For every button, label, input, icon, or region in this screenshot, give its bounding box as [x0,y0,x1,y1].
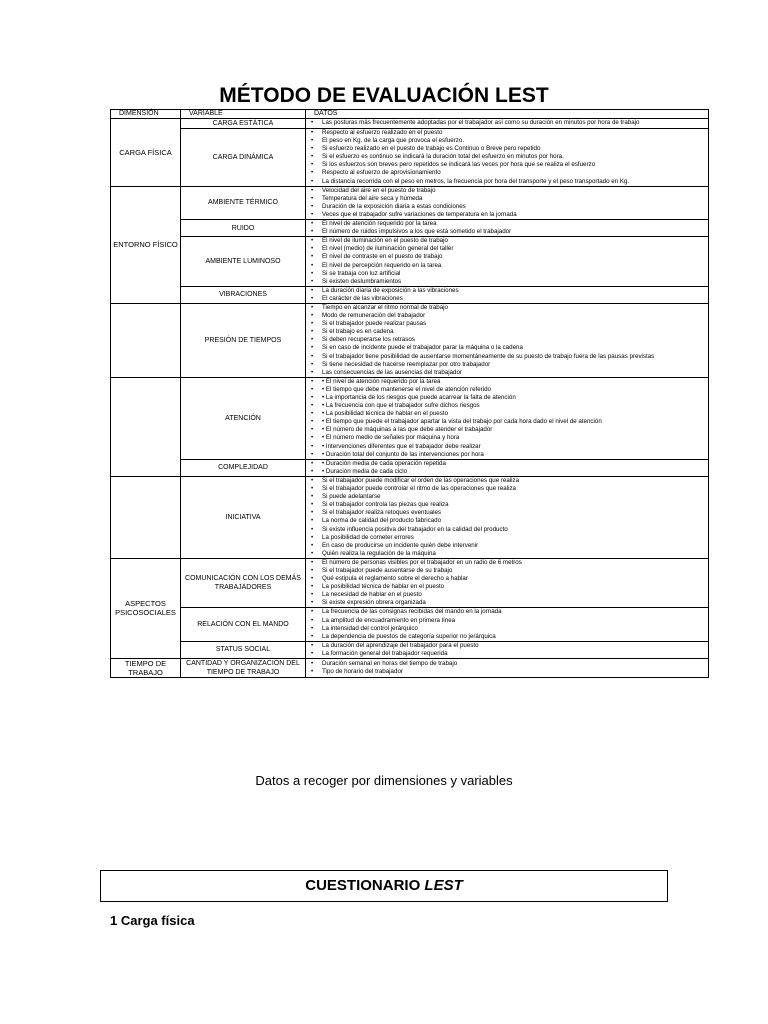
list-item: • Si el trabajador puede ausentarse de su trabajo [308,567,706,575]
datos-cell [306,476,709,558]
table-row [111,286,709,303]
table-row [111,220,709,237]
list-item: • Si se trabaja con luz artificial [308,270,706,278]
table-row [111,129,709,187]
datos-list [308,220,706,236]
questionnaire-title: CUESTIONARIO [305,877,425,894]
list-item: • Quién realiza la regulación de la máquina [308,550,706,558]
list-item: • Si el trabajador puede modificar el orden de las operaciones que realiza [308,477,706,485]
table-caption: Datos a recoger por dimensiones y variables [255,773,513,788]
list-item: • Si los esfuerzos son breves pero repetidos se indicará las veces por hora que se realiza el esfuerzo [308,161,706,169]
datos-cell [306,303,709,377]
list-item: • • El número medio de señales por máquina y hora [308,434,706,442]
datos-cell [306,459,709,476]
list-item: • • La frecuencia con que el trabajador sufre dichos riesgos [308,402,706,410]
dimension-cell [111,476,181,558]
datos-cell [306,129,709,187]
list-item: • La amplitud de encuadramiento en primera línea [308,617,706,625]
list-item: • Respecto al esfuerzo de aprovisionamiento [308,169,706,177]
variable-cell: AMBIENTE TÉRMICO [181,186,306,219]
dimension-cell: ENTORNO FÍSICO [111,186,181,303]
datos-list [308,642,706,658]
list-item: • • Duración media de cada ciclo [308,468,706,476]
list-item: • Si en caso de incidente puede el trabajador parar la máquina o la cadena [308,344,706,352]
list-item: • El peso en Kg. de la carga que provoca el esfuerzo. [308,137,706,145]
section-heading: 1 Carga física [110,913,195,928]
table-row [111,659,709,678]
table-row [111,186,709,219]
dimension-cell [111,377,181,476]
datos-list [308,119,706,127]
list-item: • Temperatura del aire seca y húmeda [308,195,706,203]
list-item: • La duración diaria de exposición a las vibraciones [308,287,706,295]
variable-cell: INICIATIVA [181,476,306,558]
datos-list [308,460,706,476]
datos-list [308,477,706,558]
dimension-cell: ASPECTOS PSICOSOCIALES [111,558,181,658]
datos-cell [306,286,709,303]
variable-cell: STATUS SOCIAL [181,641,306,658]
datos-cell [306,377,709,459]
header-dimension: DIMENSIÓN [111,110,181,119]
list-item: • Si el trabajador tiene posibilidad de ausentarse momentáneamente de su puesto de trabajo fuera de las pausas previstas [308,353,706,361]
list-item: • Velocidad del aire en el puesto de trabajo [308,187,706,195]
variable-cell: COMUNICACIÓN CON LOS DEMÁS TRABAJADORES [181,558,306,608]
list-item: • Si el trabajador controla las piezas que realiza [308,501,706,509]
list-item: • • Duración media de cada operación repetida [308,460,706,468]
list-item: • La formación general del trabajador requerida [308,650,706,658]
list-item: • El nivel de contraste en el puesto de trabajo [308,253,706,261]
list-item: • La posibilidad de cometer errores [308,534,706,542]
questionnaire-title-box [100,870,668,902]
list-item: • El nivel de percepción requerido en la tarea [308,262,706,270]
list-item: • Las consecuencias de las ausencias del trabajador [308,369,706,377]
list-item: • Si existen deslumbramientos [308,278,706,286]
page-title: MÉTODO DE EVALUACIÓN LEST [219,84,549,107]
dimension-cell [111,303,181,377]
list-item: • Tiempo en alcanzar el ritmo normal de trabajo [308,304,706,312]
list-item: • La dependencia de puestos de categoría superior no jerárquica [308,633,706,641]
list-item: • • La importancia de los riesgos que puede acarrear la falta de atención [308,394,706,402]
list-item: • Si puede adelantarse [308,493,706,501]
list-item: • El número de ruidos impulsivos a los que está sometido el trabajador [308,228,706,236]
list-item: • Si existe expresión obrera organizada [308,599,706,607]
datos-list [308,187,706,219]
list-item: • Qué estipula el reglamento sobre el derecho a hablar [308,575,706,583]
list-item: • Veces que el trabajador sufre variaciones de temperatura en la jornada [308,211,706,219]
table-row [111,608,709,641]
list-item: • El carácter de las vibraciones [308,295,706,303]
variable-cell: ATENCIÓN [181,377,306,459]
table-row [111,237,709,287]
list-item: • La norma de calidad del producto fabricado [308,517,706,525]
datos-list [308,304,706,377]
variable-cell: CARGA DINÁMICA [181,129,306,187]
datos-cell [306,659,709,678]
dimension-cell: CARGA FÍSICA [111,119,181,187]
list-item: • • Intervenciones diferentes que el trabajador debe realizar [308,443,706,451]
questionnaire-title-italic: LEST [424,877,463,894]
list-item: • • El tiempo que debe mantenerse el nivel de atención referido [308,386,706,394]
datos-list [308,378,706,459]
variable-cell: CANTIDAD Y ORGANIZACIÓN DEL TIEMPO DE TRABAJO [181,659,306,678]
list-item: • Si el trabajador realiza retoques eventuales [308,509,706,517]
list-item: • El nivel de atención requerido por la tarea [308,220,706,228]
datos-cell [306,220,709,237]
datos-cell [306,558,709,608]
header-variable: VARIABLE [181,110,306,119]
list-item: • El nivel de iluminación en el puesto de trabajo [308,237,706,245]
list-item: • Si el trabajador puede realizar pausas [308,320,706,328]
datos-cell [306,237,709,287]
table-row [111,558,709,608]
list-item: • Si existe influencia positiva del trabajador en la calidad del producto [308,526,706,534]
list-item: • La duración del aprendizaje del trabajador para el puesto [308,642,706,650]
list-item: • • El tiempo que puede el trabajador apartar la vista del trabajo por cada hora dado el nivel de atención [308,418,706,426]
list-item: • Respecto al esfuerzo realizado en el puesto [308,129,706,137]
list-item: • Si tiene necesidad de hacerse reemplazar por otro trabajador [308,361,706,369]
table-row [111,377,709,459]
table-row [111,459,709,476]
list-item: • El número de personas visibles por el trabajador en un radio de 6 metros [308,559,706,567]
variable-cell: COMPLEJIDAD [181,459,306,476]
datos-list [308,129,706,186]
variable-cell: RUIDO [181,220,306,237]
lest-table [110,109,709,678]
datos-cell [306,608,709,641]
variable-cell: RELACIÓN CON EL MANDO [181,608,306,641]
datos-list [308,287,706,303]
list-item: • La posibilidad técnica de hablar en el puesto [308,583,706,591]
list-item: • Si el esfuerzo es continuo se indicará la duración total del esfuerzo en minutos por hora. [308,153,706,161]
datos-list [308,559,706,608]
variable-cell: PRESIÓN DE TIEMPOS [181,303,306,377]
list-item: • Las posturas más frecuentemente adoptadas por el trabajador así como su duración en minutos por hora de trabajo [308,119,706,127]
table-body [111,119,709,678]
table-header-row [111,110,709,119]
header-datos: DATOS [306,110,709,119]
datos-cell [306,641,709,658]
table-row [111,476,709,558]
list-item: • • La posibilidad técnica de hablar en el puesto [308,410,706,418]
datos-cell [306,119,709,129]
list-item: • • Duración total del conjunto de las intervenciones por hora [308,451,706,459]
list-item: • Duración semanal en horas del tiempo de trabajo [308,660,706,668]
variable-cell: VIBRACIONES [181,286,306,303]
table-row [111,641,709,658]
datos-cell [306,186,709,219]
datos-list [308,237,706,286]
variable-cell: AMBIENTE LUMINOSO [181,237,306,287]
datos-list [308,608,706,640]
list-item: • Si esfuerzo realizado en el puesto de trabajo es Continuo o Breve pero repetido [308,145,706,153]
list-item: • Modo de remuneración del trabajador [308,312,706,320]
list-item: • La frecuencia de las consignas recibidas del mando en la jornada [308,608,706,616]
list-item: • Si deben recuperarse los retrasos [308,336,706,344]
datos-list [308,660,706,676]
variable-cell: CARGA ESTÁTICA [181,119,306,129]
list-item: • Si el trabajador puede controlar el ritmo de las operaciones que realiza [308,485,706,493]
list-item: • El nivel (medio) de iluminación general del taller [308,245,706,253]
list-item: • • El nivel de atención requerido por la tarea [308,378,706,386]
list-item: • Tipo de horario del trabajador [308,668,706,676]
list-item: • Si el trabajo es en cadena [308,328,706,336]
table-row [111,119,709,129]
list-item: • La distancia recorrida con el peso en metros, la frecuencia por hora del transporte y el peso transportado en Kg. [308,178,706,186]
list-item: • En caso de producirse un incidente quién debe intervenir [308,542,706,550]
table-row [111,303,709,377]
list-item: • • El número de máquinas a las que debe atender el trabajador [308,426,706,434]
list-item: • La intensidad del control jerárquico [308,625,706,633]
dimension-cell: TIEMPO DE TRABAJO [111,659,181,678]
list-item: • La necesidad de hablar en el puesto [308,591,706,599]
list-item: • Duración de la exposición diaria a estas condiciones [308,203,706,211]
